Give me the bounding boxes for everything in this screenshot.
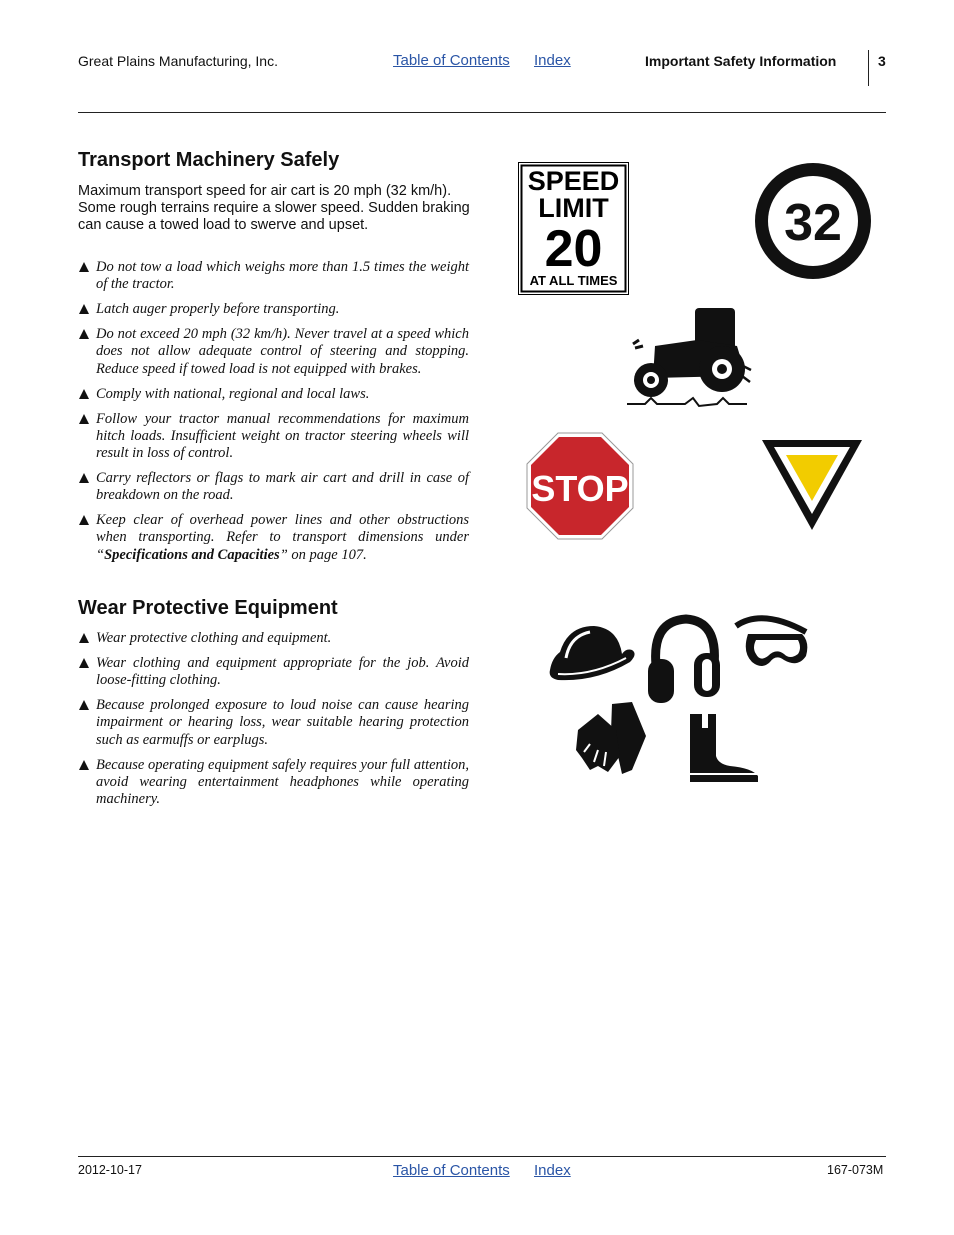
warning-triangle-icon [79,329,89,339]
speed-limit-line1: SPEED [527,166,620,196]
warning-triangle-icon [79,633,89,643]
round-speed-sign [754,162,872,280]
warning-triangle-icon [79,414,89,424]
list-item: Carry reflectors or flags to mark air cart and drill in case of breakdown on the road. [78,470,469,504]
list-item: Do not exceed 20 mph (32 km/h). Never travel at a speed which does not allow adequate control of steering and stopping. Reduce speed if towed load is not equipped with brakes. [78,326,469,378]
warning-triangle-icon [79,473,89,483]
footer-rule [78,1156,886,1157]
warning-triangle-icon [79,304,89,314]
protective-bullet-list [78,630,469,816]
warning-triangle-icon [79,515,89,525]
page-number: 3 [878,53,886,69]
warning-triangle-icon [79,760,89,770]
tractor-icon [625,306,755,410]
warning-triangle-icon [79,389,89,399]
header-toc-link[interactable]: Table of Contents [393,52,510,69]
protective-heading: Wear Protective Equipment [78,597,338,619]
header-index-link[interactable]: Index [534,52,571,69]
list-item: Latch auger properly before transporting. [78,301,469,318]
list-item: Keep clear of overhead power lines and other obstructions when transporting. Refer to transport dimensions under “Specifications and Capacities” on page 107. [78,512,469,564]
footer-toc-link[interactable]: Table of Contents [393,1162,510,1179]
round-speed-value: 32 [784,194,842,252]
header-divider [868,50,869,86]
footer-index-link[interactable]: Index [534,1162,571,1179]
list-item: Do not tow a load which weighs more than 1.5 times the weight of the tractor. [78,259,469,293]
gloves-icon [572,700,648,776]
transport-heading: Transport Machinery Safely [78,149,340,171]
warning-triangle-icon [79,658,89,668]
transport-bullet-list [78,259,469,572]
list-item: Comply with national, regional and local laws. [78,386,469,403]
hard-hat-icon [546,618,638,684]
safety-boot-icon [686,712,760,784]
safety-goggles-icon [732,612,810,672]
speed-limit-line2: LIMIT [538,193,609,223]
stop-sign [527,433,633,539]
transport-intro: Maximum transport speed for air cart is 20 mph (32 km/h). Some rough terrains require a slower speed. Sudden braking can cause a towed load to swerve and upset. [78,183,470,233]
list-item: Because operating equipment safely requires your full attention, avoid wearing entertainment headphones while operating machinery. [78,757,469,809]
speed-limit-footer: AT ALL TIMES [529,273,618,288]
speed-limit-value: 20 [544,220,603,278]
list-item: Follow your tractor manual recommendations for maximum hitch loads. Insufficient weight on tractor steering wheels will result in loss of control. [78,411,469,463]
footer-date: 2012-10-17 [78,1163,142,1177]
list-item: Wear protective clothing and equipment. [78,630,469,647]
specs-reference: Specifications and Capacities [104,546,280,563]
list-item: Because prolonged exposure to loud noise can cause hearing impairment or hearing loss, wear suitable hearing protection such as earmuffs or earplugs. [78,697,469,749]
section-title: Important Safety Information [645,53,837,69]
header-rule [78,112,886,113]
stop-sign-text: STOP [531,468,629,509]
company-name: Great Plains Manufacturing, Inc. [78,53,278,69]
list-item: Wear clothing and equipment appropriate for the job. Avoid loose-fitting clothing. [78,655,469,689]
speed-limit-sign [518,162,629,295]
warning-triangle-icon [79,262,89,272]
yield-sign [760,438,864,532]
ear-muffs-icon [646,615,724,705]
footer-doc-number: 167-073M [827,1163,884,1177]
warning-triangle-icon [79,700,89,710]
